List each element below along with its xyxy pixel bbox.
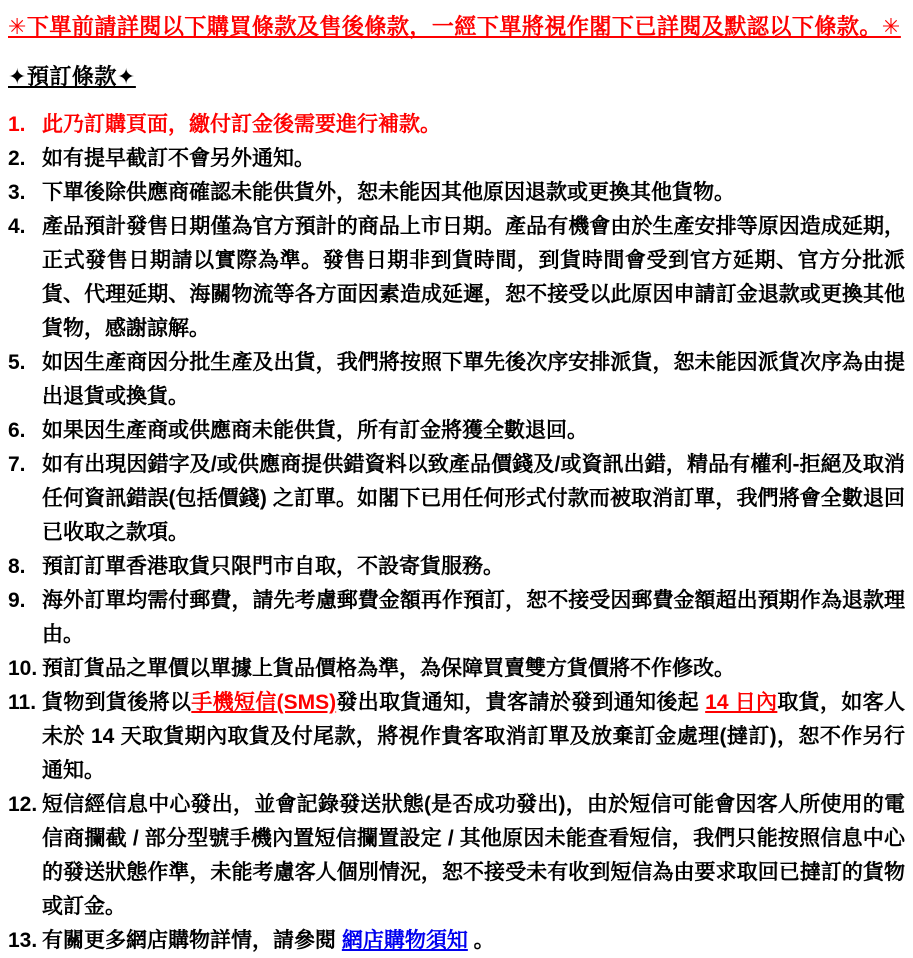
term-item-3 — [8, 176, 905, 210]
term-text — [42, 147, 315, 170]
store-shopping-notice-link[interactable]: 網店購物須知 — [341, 929, 468, 952]
term-segment: 貨物到貨後將以 — [42, 691, 192, 714]
term-number: 1. — [8, 113, 26, 136]
highlighted-red-text: 手機短信(SMS) — [191, 691, 337, 714]
terms-list — [8, 108, 905, 958]
term-text — [42, 453, 905, 544]
term-text — [42, 691, 905, 782]
term-number: 8. — [8, 555, 26, 578]
term-text — [42, 215, 905, 340]
term-text — [42, 555, 504, 578]
term-text — [42, 181, 735, 204]
term-number: 11. — [8, 691, 37, 714]
term-text — [42, 929, 495, 952]
term-item-1 — [8, 108, 905, 142]
highlighted-red-text: 14 日內 — [705, 691, 778, 714]
section-header-preorder-terms: ✦預訂條款✦ — [8, 64, 136, 89]
term-item-12 — [8, 788, 905, 924]
term-segment: 短信經信息中心發出，並會記錄發送狀態(是否成功發出)，由於短信可能會因客人所使用的電信商攔截 / 部分型號手機內置短信攔置設定 / 其他原因未能查看短信，我們只能按照信息中心的發送狀態作準，未能考慮客人個別情況，恕不接受未有收到短信為由要求取回已撻訂的貨物或訂金。 — [42, 793, 905, 918]
term-number: 6. — [8, 419, 26, 442]
term-segment: 預訂貨品之單價以單據上貨品價格為準，為保障買賣雙方貨價將不作修改。 — [42, 657, 735, 680]
term-text — [42, 657, 735, 680]
term-item-11 — [8, 686, 905, 788]
term-item-10 — [8, 652, 905, 686]
term-number: 5. — [8, 351, 26, 374]
page-title: ✳下單前請詳閱以下購買條款及售後條款，一經下單將視作閣下已詳閱及默認以下條款。✳ — [8, 14, 901, 39]
term-item-9 — [8, 584, 905, 652]
term-number: 2. — [8, 147, 26, 170]
term-item-5 — [8, 346, 905, 414]
term-segment: 下單後除供應商確認未能供貨外，恕未能因其他原因退款或更換其他貨物。 — [42, 181, 735, 204]
term-segment: 如因生產商因分批生產及出貨，我們將按照下單先後次序安排派貨，恕未能因派貨次序為由提出退貨或換貨。 — [42, 351, 905, 408]
term-text — [42, 113, 441, 136]
term-segment: 預訂訂單香港取貨只限門市自取，不設寄貨服務。 — [42, 555, 504, 578]
terms-document — [8, 12, 905, 958]
term-number: 7. — [8, 453, 26, 476]
term-text — [42, 793, 905, 918]
term-number: 4. — [8, 215, 26, 238]
term-segment: 產品預計發售日期僅為官方預計的商品上市日期。產品有機會由於生產安排等原因造成延期，正式發售日期請以實際為準。發售日期非到貨時間，到貨時間會受到官方延期、官方分批派貨、代理延期、海關物流等各方面因素造成延遲，恕不接受以此原因申請訂金退款或更換其他貨物，感謝諒解。 — [42, 215, 905, 340]
term-number: 13. — [8, 929, 38, 952]
term-text — [42, 351, 905, 408]
term-item-8 — [8, 550, 905, 584]
term-segment: 發出取貨通知，貴客請於發到通知後起 — [336, 691, 706, 714]
term-number: 9. — [8, 589, 26, 612]
term-item-13 — [8, 924, 905, 958]
term-item-2 — [8, 142, 905, 176]
term-segment: 海外訂單均需付郵費，請先考慮郵費金額再作預訂，恕不接受因郵費金額超出預期作為退款理由。 — [42, 589, 905, 646]
term-segment: 。 — [467, 929, 495, 952]
term-segment: 如有出現因錯字及/或供應商提供錯資料以致產品價錢及/或資訊出錯，精品有權利-拒絕及取消任何資訊錯誤(包括價錢) 之訂單。如閣下已用任何形式付款而被取消訂單，我們將會全數退回已收取之款項。 — [42, 453, 905, 544]
term-text — [42, 419, 588, 442]
term-segment: 如有提早截訂不會另外通知。 — [42, 147, 315, 170]
term-number: 12. — [8, 793, 38, 816]
term-segment: 此乃訂購頁面，繳付訂金後需要進行補款。 — [42, 113, 441, 136]
term-item-6 — [8, 414, 905, 448]
term-item-7 — [8, 448, 905, 550]
term-segment: 取貨，如客人未於 14 天取貨期內取貨及付尾款，將視作貴客取消訂單及放棄訂金處理(撻訂)，恕不作另行通知。 — [42, 691, 905, 782]
term-text — [42, 589, 905, 646]
term-segment: 如果因生產商或供應商未能供貨，所有訂金將獲全數退回。 — [42, 419, 588, 442]
term-segment: 有關更多網店購物詳情，請參閱 — [42, 929, 342, 952]
term-number: 10. — [8, 657, 38, 680]
term-number: 3. — [8, 181, 26, 204]
term-item-4 — [8, 210, 905, 346]
